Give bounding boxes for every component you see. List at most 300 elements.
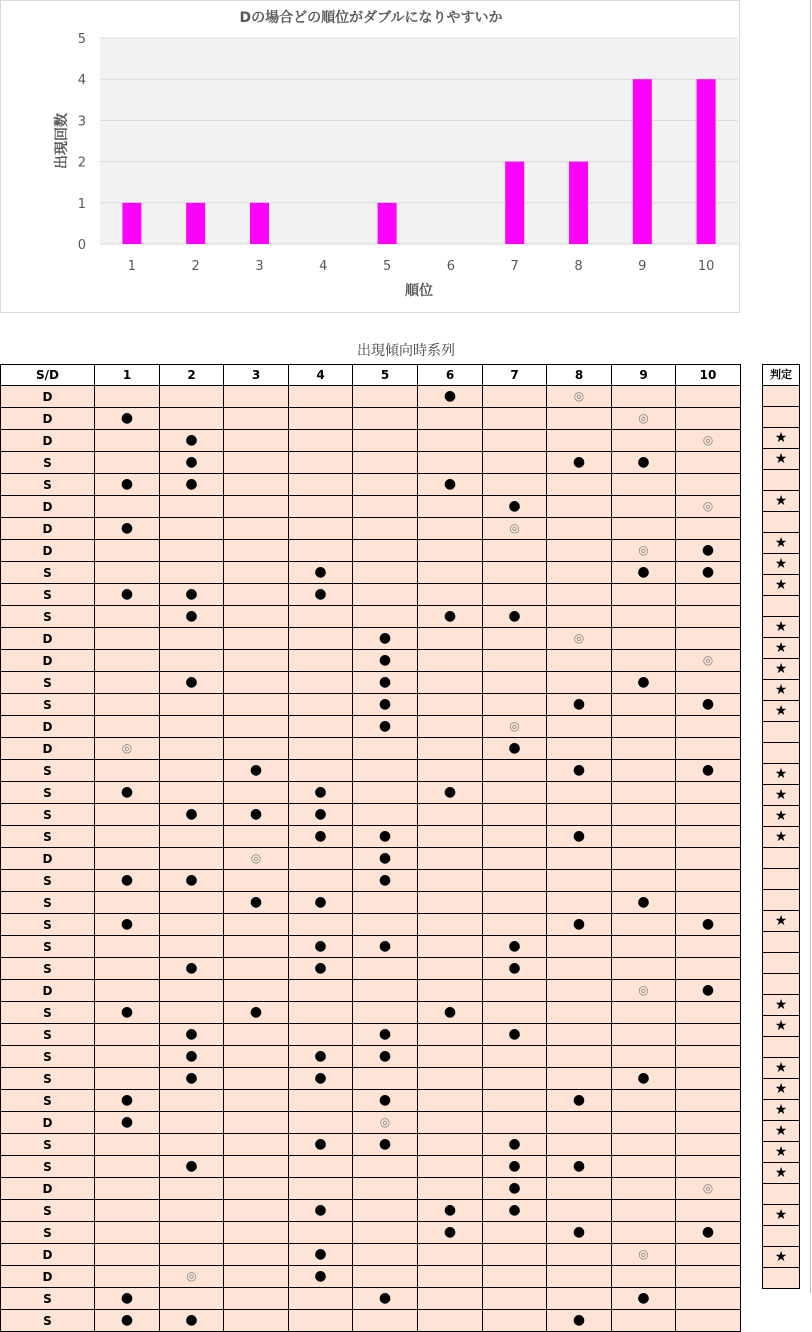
rank-cell [160, 386, 224, 408]
rank-cell [289, 1178, 353, 1200]
rank-cell [483, 518, 547, 540]
judge-row [763, 848, 800, 869]
table-row [1, 1266, 741, 1288]
rank-cell [289, 936, 353, 958]
judge-cell [763, 1268, 800, 1289]
rank-cell [418, 760, 483, 782]
rank-cell [95, 980, 160, 1002]
rank-cell [289, 474, 353, 496]
rank-cell [289, 694, 353, 716]
rank-cell [483, 782, 547, 804]
bar [250, 203, 269, 244]
judge-cell [763, 743, 800, 764]
double-mark: ◎ [250, 851, 262, 865]
rank-cell [95, 518, 160, 540]
rank-cell [483, 738, 547, 760]
rank-cell [418, 452, 483, 474]
sd-cell: S [1, 826, 95, 848]
rank-cell [95, 430, 160, 452]
sd-cell: S [1, 606, 95, 628]
star-mark: ★ [774, 535, 788, 551]
dot-mark: ● [443, 1004, 457, 1020]
rank-cell [289, 408, 353, 430]
judge-cell [763, 1058, 800, 1079]
judge-row [763, 1037, 800, 1058]
rank-cell [676, 1024, 741, 1046]
rank-cell [612, 386, 676, 408]
dot-mark: ● [508, 1026, 521, 1042]
sd-cell: S [1, 782, 95, 804]
table-row [1, 826, 741, 848]
table-row [1, 496, 741, 518]
rank-cell [676, 936, 741, 958]
dot-mark: ● [701, 916, 715, 932]
rank-cell [353, 474, 418, 496]
rank-cell [95, 1266, 160, 1288]
rank-cell [483, 716, 547, 738]
rank-cell [612, 474, 676, 496]
rank-cell [418, 518, 483, 540]
rank-cell [547, 760, 612, 782]
star-mark: ★ [774, 577, 788, 593]
bar-chart [0, 0, 740, 313]
rank-cell [160, 474, 224, 496]
double-mark: ◎ [638, 411, 649, 425]
x-tick-label: 6 [446, 259, 456, 274]
dot-mark: ● [314, 960, 327, 976]
judge-row [763, 428, 800, 449]
dot-mark: ● [120, 916, 134, 932]
table-row [1, 936, 741, 958]
table-row [1, 1156, 741, 1178]
rank-cell [547, 1024, 612, 1046]
dot-mark: ● [508, 740, 521, 756]
rank-cell [676, 694, 741, 716]
judge-cell [763, 512, 800, 533]
rank-cell [95, 452, 160, 474]
rank-cell [612, 892, 676, 914]
judge-row [763, 1268, 800, 1289]
dot-mark: ● [572, 1224, 586, 1240]
judge-cell [763, 638, 800, 659]
rank-cell [676, 848, 741, 870]
rank-cell [224, 1046, 289, 1068]
rank-cell [547, 694, 612, 716]
rank-cell [483, 1068, 547, 1090]
judge-cell [763, 617, 800, 638]
sd-cell: S [1, 892, 95, 914]
rank-cell [95, 1090, 160, 1112]
rank-cell [224, 474, 289, 496]
rank-cell [676, 1156, 741, 1178]
rank-cell [224, 408, 289, 430]
judge-cell [763, 827, 800, 848]
sd-cell: S [1, 1002, 95, 1024]
dot-mark: ● [378, 630, 392, 646]
rank-cell [676, 1200, 741, 1222]
dot-mark: ● [508, 1180, 521, 1196]
rank-cell [676, 782, 741, 804]
rank-cell [224, 826, 289, 848]
dot-mark: ● [572, 762, 586, 778]
rank-cell [95, 1046, 160, 1068]
judge-row [763, 659, 800, 680]
sd-cell: S [1, 694, 95, 716]
sd-cell: S [1, 1310, 95, 1332]
dot-mark: ● [443, 608, 457, 624]
rank-cell [483, 1156, 547, 1178]
rank-cell [676, 650, 741, 672]
dot-mark: ● [185, 432, 198, 448]
table-row [1, 1222, 741, 1244]
sd-cell: D [1, 738, 95, 760]
table-row [1, 980, 741, 1002]
rank-cell [547, 892, 612, 914]
judge-cell [763, 491, 800, 512]
rank-cell [353, 672, 418, 694]
rank-cell [289, 914, 353, 936]
rank-cell [289, 848, 353, 870]
rank-cell [612, 1288, 676, 1310]
dot-mark: ● [572, 1312, 586, 1328]
rank-cell [224, 760, 289, 782]
rank-cell [289, 1090, 353, 1112]
judge-cell [763, 407, 800, 428]
judge-cell [763, 449, 800, 470]
rank-cell [418, 628, 483, 650]
rank-cell [160, 1002, 224, 1024]
judge-cell [763, 659, 800, 680]
column-header: 10 [676, 365, 741, 386]
rank-cell [95, 848, 160, 870]
rank-cell [547, 958, 612, 980]
rank-cell [547, 430, 612, 452]
rank-cell [612, 1090, 676, 1112]
dot-mark: ● [637, 894, 650, 910]
rank-cell [483, 628, 547, 650]
rank-cell [95, 870, 160, 892]
rank-cell [612, 584, 676, 606]
rank-cell [418, 1200, 483, 1222]
rank-cell [95, 1178, 160, 1200]
rank-cell [612, 672, 676, 694]
rank-cell [483, 496, 547, 518]
star-mark: ★ [774, 1123, 788, 1139]
dot-mark: ● [378, 1026, 392, 1042]
star-mark: ★ [774, 1249, 788, 1265]
rank-cell [483, 1112, 547, 1134]
rank-cell [353, 914, 418, 936]
rank-cell [160, 518, 224, 540]
star-mark: ★ [774, 1144, 788, 1160]
rank-cell [95, 826, 160, 848]
rank-cell [160, 782, 224, 804]
dot-mark: ● [378, 652, 392, 668]
rank-cell [418, 1288, 483, 1310]
rank-cell [547, 1288, 612, 1310]
rank-cell [289, 606, 353, 628]
rank-cell [160, 760, 224, 782]
sd-cell: D [1, 540, 95, 562]
rank-cell [483, 672, 547, 694]
rank-cell [676, 738, 741, 760]
judge-row [763, 491, 800, 512]
rank-cell [224, 1090, 289, 1112]
dot-mark: ● [572, 454, 586, 470]
rank-cell [95, 1002, 160, 1024]
dot-mark: ● [572, 1092, 586, 1108]
star-mark: ★ [774, 640, 788, 656]
rank-cell [418, 1090, 483, 1112]
rank-cell [224, 1288, 289, 1310]
rank-cell [353, 716, 418, 738]
rank-cell [676, 870, 741, 892]
rank-cell [676, 430, 741, 452]
rank-cell [95, 716, 160, 738]
judge-row [763, 1205, 800, 1226]
table-row [1, 1002, 741, 1024]
judge-cell [763, 785, 800, 806]
dot-mark: ● [185, 1070, 198, 1086]
rank-cell [483, 584, 547, 606]
sd-cell: S [1, 1090, 95, 1112]
rank-cell [418, 606, 483, 628]
rank-cell [289, 1112, 353, 1134]
judge-cell [763, 470, 800, 491]
rank-cell [289, 386, 353, 408]
judge-cell [763, 1142, 800, 1163]
sd-cell: D [1, 628, 95, 650]
rank-cell [95, 914, 160, 936]
rank-cell [224, 1134, 289, 1156]
column-header: 8 [547, 365, 612, 386]
dot-mark: ● [185, 608, 198, 624]
rank-cell [224, 650, 289, 672]
y-axis-label: 出現回数 [54, 113, 70, 169]
y-tick-label: 0 [77, 238, 86, 253]
rank-cell [483, 1200, 547, 1222]
judge-row [763, 1163, 800, 1184]
rank-cell [547, 584, 612, 606]
sd-cell: S [1, 1200, 95, 1222]
rank-cell [418, 694, 483, 716]
dot-mark: ● [120, 520, 134, 536]
double-mark: ◎ [186, 1269, 197, 1283]
rank-cell [353, 606, 418, 628]
rank-cell [418, 1112, 483, 1134]
dot-mark: ● [572, 916, 586, 932]
rank-cell [224, 584, 289, 606]
dot-mark: ● [314, 1246, 327, 1262]
judge-row [763, 932, 800, 953]
rank-cell [353, 1266, 418, 1288]
sd-cell: D [1, 408, 95, 430]
rank-cell [418, 914, 483, 936]
rank-cell [418, 1134, 483, 1156]
rank-cell [483, 848, 547, 870]
rank-cell [353, 980, 418, 1002]
table-row [1, 1134, 741, 1156]
rank-cell [547, 540, 612, 562]
rank-cell [95, 1222, 160, 1244]
judge-cell [763, 1100, 800, 1121]
rank-cell [676, 1090, 741, 1112]
dot-mark: ● [637, 1070, 650, 1086]
rank-cell [676, 1244, 741, 1266]
chart-svg [1, 1, 741, 314]
star-mark: ★ [774, 808, 788, 824]
rank-cell [160, 958, 224, 980]
x-tick-label: 10 [697, 259, 715, 274]
rank-cell [418, 804, 483, 826]
rank-cell [612, 1310, 676, 1332]
rank-cell [353, 782, 418, 804]
rank-cell [418, 1156, 483, 1178]
judge-row [763, 1100, 800, 1121]
rank-cell [612, 408, 676, 430]
rank-cell [547, 914, 612, 936]
table-row [1, 584, 741, 606]
rank-cell [289, 1068, 353, 1090]
rank-cell [95, 1068, 160, 1090]
sd-cell: S [1, 1156, 95, 1178]
judge-row [763, 1184, 800, 1205]
rank-cell [289, 870, 353, 892]
rank-cell [224, 1112, 289, 1134]
rank-cell [224, 914, 289, 936]
table-row [1, 914, 741, 936]
rank-cell [676, 452, 741, 474]
rank-cell [289, 562, 353, 584]
judge-cell [763, 386, 800, 407]
rank-cell [547, 1200, 612, 1222]
rank-cell [289, 782, 353, 804]
star-mark: ★ [774, 913, 788, 929]
judge-cell [763, 680, 800, 701]
column-header: 9 [612, 365, 676, 386]
dot-mark: ● [701, 1224, 715, 1240]
dot-mark: ● [378, 938, 392, 954]
judge-row [763, 995, 800, 1016]
rank-cell [160, 1178, 224, 1200]
dot-mark: ● [314, 1136, 327, 1152]
rank-cell [547, 1068, 612, 1090]
rank-cell [483, 408, 547, 430]
table-title: 出現傾向時系列 [357, 343, 455, 359]
rank-cell [418, 430, 483, 452]
rank-cell [676, 1112, 741, 1134]
rank-cell [160, 804, 224, 826]
star-mark: ★ [774, 451, 788, 467]
rank-cell [353, 386, 418, 408]
rank-cell [483, 1244, 547, 1266]
rank-cell [418, 848, 483, 870]
judge-row [763, 680, 800, 701]
rank-cell [353, 760, 418, 782]
rank-cell [483, 980, 547, 1002]
dot-mark: ● [185, 1026, 198, 1042]
dot-mark: ● [120, 1312, 134, 1328]
column-header: 2 [160, 365, 224, 386]
rank-cell [289, 584, 353, 606]
judge-cell [763, 1037, 800, 1058]
judge-row [763, 617, 800, 638]
rank-cell [547, 1046, 612, 1068]
rank-cell [160, 1222, 224, 1244]
table-row [1, 892, 741, 914]
rank-cell [547, 804, 612, 826]
rank-cell [676, 1178, 741, 1200]
rank-cell [418, 826, 483, 848]
judge-cell [763, 890, 800, 911]
table-row [1, 518, 741, 540]
rank-cell [224, 430, 289, 452]
dot-mark: ● [701, 696, 715, 712]
rank-cell [289, 1310, 353, 1332]
double-mark: ◎ [573, 631, 585, 645]
rank-cell [483, 870, 547, 892]
rank-cell [483, 826, 547, 848]
rank-cell [95, 936, 160, 958]
rank-cell [160, 1090, 224, 1112]
dot-mark: ● [120, 784, 134, 800]
rank-cell [95, 1112, 160, 1134]
rank-cell [483, 1266, 547, 1288]
rank-cell [418, 738, 483, 760]
rank-cell [547, 386, 612, 408]
rank-cell [353, 540, 418, 562]
dot-mark: ● [378, 718, 392, 734]
judge-cell [763, 1184, 800, 1205]
rank-cell [612, 496, 676, 518]
star-mark: ★ [774, 997, 788, 1013]
dot-mark: ● [378, 1048, 392, 1064]
rank-cell [95, 958, 160, 980]
column-header: 1 [95, 365, 160, 386]
judge-row [763, 470, 800, 491]
rank-cell [676, 1266, 741, 1288]
rank-cell [224, 452, 289, 474]
rank-cell [289, 1288, 353, 1310]
sd-cell: D [1, 518, 95, 540]
rank-cell [612, 430, 676, 452]
dot-mark: ● [314, 828, 327, 844]
rank-cell [676, 474, 741, 496]
rank-cell [483, 562, 547, 584]
judge-cell [763, 806, 800, 827]
rank-cell [289, 980, 353, 1002]
rank-cell [224, 562, 289, 584]
rank-cell [676, 1222, 741, 1244]
rank-cell [160, 1156, 224, 1178]
sd-cell: S [1, 760, 95, 782]
dot-mark: ● [120, 410, 134, 426]
table-row [1, 716, 741, 738]
rank-cell [353, 738, 418, 760]
dot-mark: ● [443, 1202, 457, 1218]
star-mark: ★ [774, 1165, 788, 1181]
rank-cell [612, 694, 676, 716]
sd-cell: S [1, 1068, 95, 1090]
rank-cell [676, 1068, 741, 1090]
rank-cell [418, 386, 483, 408]
sd-cell: S [1, 1222, 95, 1244]
rank-cell [289, 452, 353, 474]
dot-mark: ● [508, 608, 521, 624]
rank-cell [224, 496, 289, 518]
rank-cell [353, 1178, 418, 1200]
rank-cell [418, 672, 483, 694]
